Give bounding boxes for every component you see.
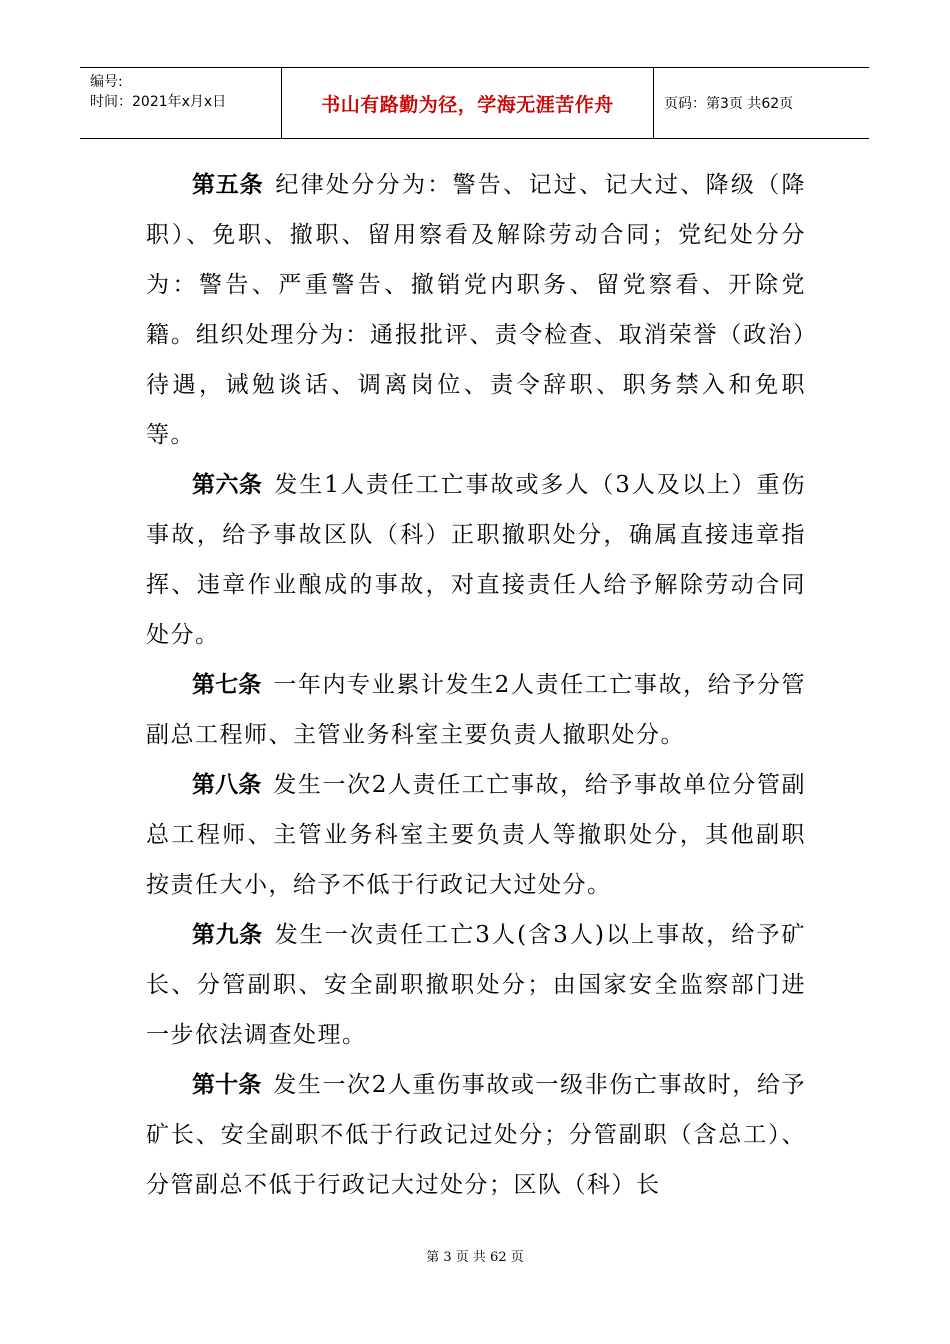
article-title: 第八条 — [192, 772, 262, 798]
article-title: 第十条 — [192, 1072, 262, 1098]
article-text: 纪律处分分为：警告、记过、记大过、降级（降职）、免职、撤职、留用察看及解除劳动合同；党纪处分分为：警告、严重警告、撤销党内职务、留党察看、开除党籍。组织处理分为：通报批评、责令检查、取消荣誉（政治）待遇，诫勉谈话、调离岗位、责令辞职、职务禁入和免职等。 — [146, 172, 807, 448]
article-text: 发生一次2人重伤事故或一级非伤亡事故时，给予矿长、安全副职不低于行政记过处分；分管副职（含总工）、分管副总不低于行政记大过处分；区队（科）长 — [146, 1072, 806, 1198]
article-title: 第六条 — [192, 472, 263, 498]
document-body — [146, 160, 806, 1210]
page-footer: 第 3 页 共 62 页 — [426, 1250, 524, 1265]
header-page-code: 页码：第3页 共62页 — [664, 96, 794, 112]
article-9 — [146, 910, 806, 1060]
article-10 — [146, 1060, 806, 1210]
header-meta — [80, 68, 282, 138]
header-number: 编号: — [90, 74, 123, 90]
article-8 — [146, 760, 806, 910]
article-title: 第九条 — [192, 922, 263, 948]
header-time: 时间：2021年x月x日 — [90, 94, 227, 110]
article-5 — [146, 160, 806, 460]
header-motto: 书山有路勤为径，学海无涯苦作舟 — [282, 68, 654, 138]
article-6 — [146, 460, 806, 660]
article-7 — [146, 660, 806, 760]
article-text: 发生一次2人责任工亡事故，给予事故单位分管副总工程师、主管业务科室主要负责人等撤职处分，其他副职按责任大小，给予不低于行政记大过处分。 — [146, 772, 806, 898]
article-text: 发生1人责任工亡事故或多人（3人及以上）重伤事故，给予事故区队（科）正职撤职处分，确属直接违章指挥、违章作业酿成的事故，对直接责任人给予解除劳动合同处分。 — [146, 472, 806, 648]
article-text: 一年内专业累计发生2人责任工亡事故，给予分管副总工程师、主管业务科室主要负责人撤职处分。 — [146, 672, 806, 748]
article-text: 发生一次责任工亡3人(含3人)以上事故，给予矿长、分管副职、安全副职撤职处分；由国家安全监察部门进一步依法调查处理。 — [146, 922, 806, 1048]
page-header — [80, 67, 869, 139]
article-title: 第五条 — [192, 172, 264, 198]
article-title: 第七条 — [192, 672, 262, 698]
